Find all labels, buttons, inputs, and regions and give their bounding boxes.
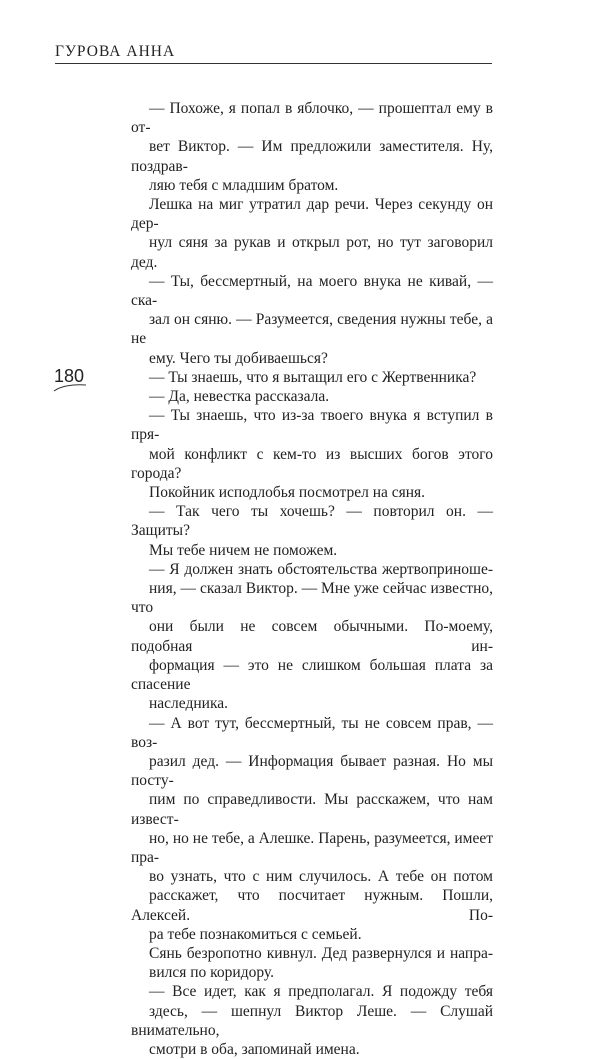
text-line: ему. Чего ты добиваешься? [149, 349, 328, 367]
paragraph [131, 406, 493, 483]
paragraph [131, 368, 493, 387]
paragraph [131, 944, 493, 982]
text-line: — Да, невестка рассказала. [149, 388, 330, 406]
text-line: здесь, — шепнул Виктор Леше. — Слушай внимательно, [131, 1002, 493, 1039]
text-line: разил дед. — Информация бывает разная. Но мы посту- [131, 752, 493, 790]
text-line: — А вот тут, бессмертный, ты не совсем прав, — воз- [131, 714, 493, 751]
paragraph [131, 982, 493, 1059]
text-line: наследника. [149, 695, 228, 713]
paragraph [131, 99, 493, 195]
text-line: — Так чего ты хочешь? — повторил он. — Защиты? [131, 503, 493, 540]
text-line: ляю тебя с младшим братом. [149, 176, 339, 194]
text-line: — Похоже, я попал в яблочко, — прошептал ему в от- [131, 100, 493, 137]
text-line: расскажет, что посчитает нужным. Пошли, Алексей. По- [131, 887, 493, 924]
text-line: — Ты знаешь, что я вытащил его с Жертвенника? [149, 368, 477, 386]
paragraph [131, 483, 493, 502]
text-line: вет Виктор. — Им предложили заместителя. Ну, поздрав- [131, 138, 493, 175]
text-line: мой конфликт с кем-то из высших богов этого города? [131, 445, 493, 482]
text-line: вился по коридору. [149, 964, 274, 982]
page-number-swash [53, 383, 87, 393]
text-line: — Я должен знать обстоятельства жертвоприноше- [149, 560, 493, 578]
paragraph [131, 272, 493, 368]
text-line: смотри в оба, запоминай имена. [149, 1040, 360, 1058]
header-rule [55, 63, 492, 64]
text-line: — Ты знаешь, что из-за твоего внука я вступил в пря- [131, 407, 493, 444]
text-line: нул сяня за рукав и открыл рот, но тут заговорил дед. [131, 234, 493, 271]
running-header: ГУРОВА АННА [55, 43, 176, 60]
body-text [131, 99, 493, 1059]
paragraph [131, 714, 493, 944]
text-line: ра тебе познакомиться с семьей. [149, 925, 362, 943]
text-line: Покойник исподлобья посмотрел на сяня. [149, 484, 426, 502]
paragraph [131, 195, 493, 272]
text-line: — Ты, бессмертный, на моего внука не кивай, — ска- [131, 272, 493, 310]
text-line: они были не совсем обычными. По-моему, подобная ин- [131, 618, 493, 655]
text-line: — Все идет, как я предполагал. Я подожду тебя [149, 983, 493, 1001]
text-line: во узнать, что с ним случилось. А тебе он потом [149, 868, 493, 886]
text-line: зал он сяню. — Разумеется, сведения нужны тебе, а не [131, 311, 493, 348]
text-line: Лешка на миг утратил дар речи. Через секунду он дер- [131, 196, 493, 233]
text-line: формация — это не слишком большая плата за спасение [131, 656, 493, 694]
text-line: но, но не тебе, а Алешке. Парень, разумеется, имеет пра- [131, 829, 493, 866]
page-number: 180 [54, 366, 85, 386]
text-line: пим по справедливости. Мы расскажем, что нам извест- [131, 791, 493, 828]
paragraph [131, 560, 493, 714]
text-line: Сянь безропотно кивнул. Дед развернулся и напра- [149, 944, 493, 962]
text-line: Мы тебе ничем не поможем. [149, 541, 338, 559]
paragraph [131, 502, 493, 560]
paragraph [131, 387, 493, 406]
text-line: ния, — сказал Виктор. — Мне уже сейчас известно, что [131, 580, 493, 617]
